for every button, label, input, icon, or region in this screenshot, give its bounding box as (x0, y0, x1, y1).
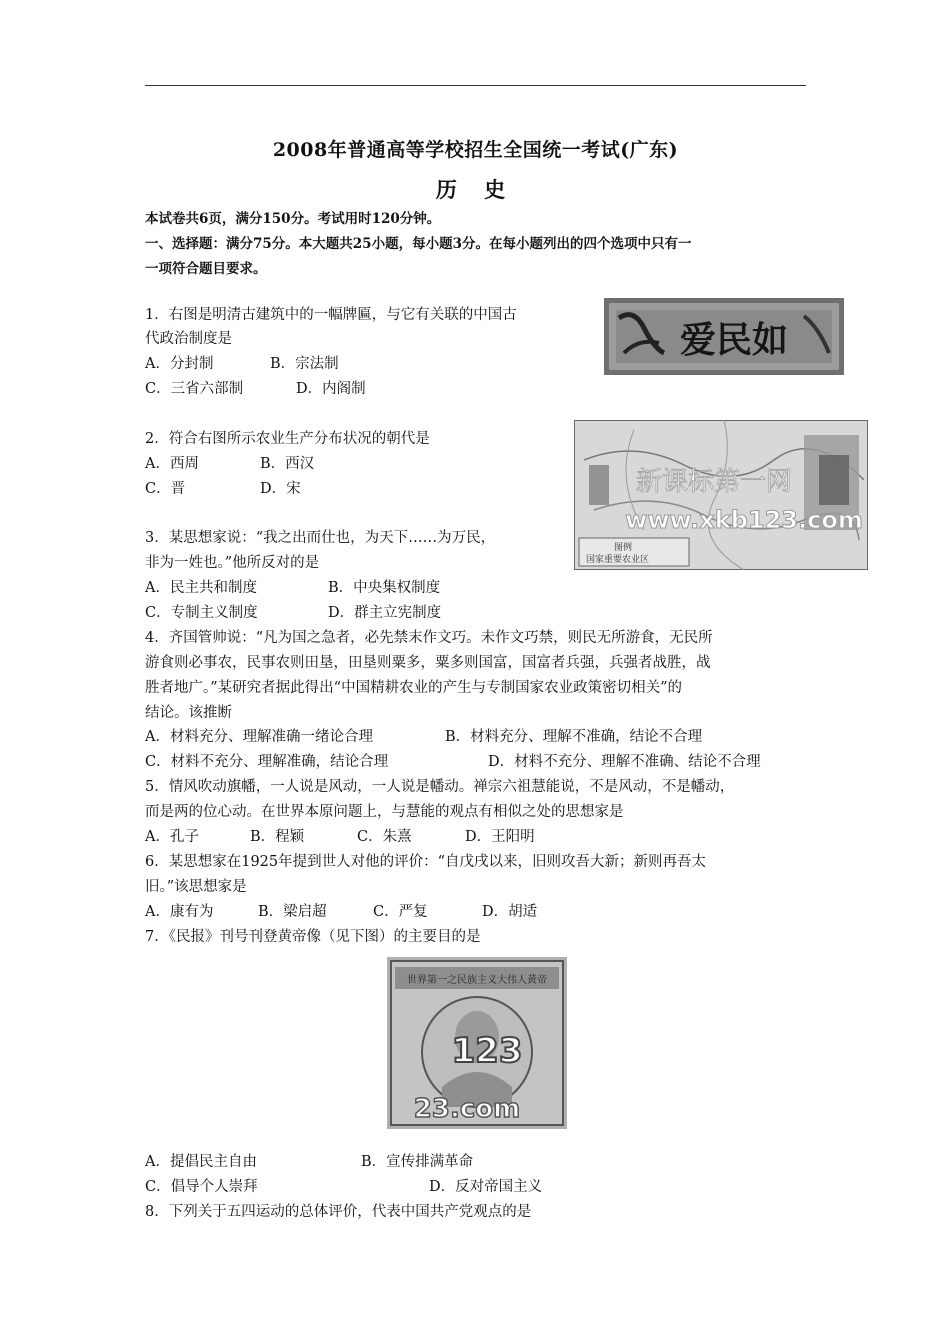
q2-option-b: B．西汉 (260, 456, 315, 472)
exam-title: 2008年普通高等学校招生全国统一考试(广东) (272, 139, 679, 161)
q3-option-a: A．民主共和制度 (145, 580, 257, 596)
q3-option-d: D．群主立宪制度 (328, 605, 442, 621)
q2-option-c: C．晋 (145, 481, 186, 497)
q5-stem-1: 5．情风吹动旗幡，一人说是风动，一人说是幡动。禅宗六祖慧能说，不是风动，不是幡动， (145, 779, 735, 795)
q1-option-d: D．内阁制 (296, 381, 366, 397)
q6-option-c: C．严复 (373, 904, 428, 920)
portrait-caption: 世界第一之民族主义大伟人黄帝 (407, 975, 547, 986)
q4-stem-1: 4．齐国管帅说：“凡为国之急者，必先禁末作文巧。未作文巧禁，则民无所游食，无民所 (145, 630, 713, 646)
q1-option-b: B．宗法制 (270, 356, 339, 372)
intro-line-1: 本试卷共6页，满分150分。考试用时120分钟。 (145, 211, 441, 227)
map-watermark-text: 新课标第一网 (635, 467, 793, 497)
agriculture-map-image (574, 420, 868, 570)
q5-option-b: B．程颖 (250, 829, 305, 845)
subject-title: 历 史 (435, 177, 516, 202)
q6-option-a: A．康有为 (145, 904, 214, 920)
q6-stem-2: 旧。”该思想家是 (145, 879, 247, 895)
q4-option-b: B．材料充分、理解不准确，结论不合理 (445, 729, 703, 745)
q5-option-a: A．孔子 (145, 829, 199, 845)
q1-option-a: A．分封制 (145, 356, 214, 372)
plaque-image (604, 298, 844, 375)
map-watermark-url: www.xkb123.com (625, 506, 863, 534)
q2-option-d: D．宋 (260, 481, 301, 497)
map-svg (574, 420, 868, 570)
q5-stem-2: 而是两的位心动。在世界本原问题上，与慧能的观点有相似之处的思想家是 (145, 804, 624, 820)
map-legend-title: 图例 (614, 543, 633, 553)
q4-stem-3: 胜者地广。”某研究者据此得出“中国精耕农业的产生与专制国家农业政策密切相关”的 (145, 680, 682, 696)
intro-line-3: 一项符合题目要求。 (145, 261, 267, 277)
q7-option-d: D．反对帝国主义 (429, 1179, 543, 1195)
huangdi-portrait-image (387, 957, 567, 1129)
q4-option-d: D．材料不充分、理解不准确、结论不合理 (488, 754, 761, 770)
q2-stem-1: 2．符合右图所示农业生产分布状况的朝代是 (145, 431, 430, 447)
q3-stem-2: 非为一姓也。”他所反对的是 (145, 555, 320, 571)
top-rule (145, 85, 806, 86)
q8-stem-1: 8．下列关于五四运动的总体评价，代表中国共产党观点的是 (145, 1204, 532, 1220)
plaque-text: 爱民如 (679, 319, 789, 361)
plaque-svg (604, 298, 844, 375)
q4-stem-2: 游食则必事农，民事农则田垦，田垦则粟多，粟多则国富，国富者兵强，兵强者战胜，战 (145, 655, 711, 671)
q6-stem-1: 6．某思想家在1925年提到世人对他的评价：“自戊戌以来，旧则攻吾大新；新则再吾太 (145, 854, 707, 870)
q5-option-d: D．王阳明 (465, 829, 535, 845)
q1-stem-2: 代政治制度是 (145, 331, 232, 347)
q4-option-c: C．材料不充分、理解准确，结论合理 (145, 754, 389, 770)
q1-stem-1: 1．右图是明清古建筑中的一幅牌匾，与它有关联的中国古 (145, 307, 517, 323)
q2-option-a: A．西周 (145, 456, 199, 472)
q6-option-d: D．胡适 (482, 904, 538, 920)
map-legend-item: 国家重要农业区 (586, 555, 650, 565)
q4-option-a: A．材料充分、理解准确一绪论合理 (145, 729, 373, 745)
q7-option-b: B．宣传排满革命 (361, 1154, 474, 1170)
portrait-svg (387, 957, 567, 1129)
q7-option-c: C．倡导个人崇拜 (145, 1179, 258, 1195)
q4-stem-4: 结论。该推断 (145, 705, 232, 721)
q3-option-c: C．专制主义制度 (145, 605, 258, 621)
q7-option-a: A．提倡民主自由 (145, 1154, 257, 1170)
intro-line-2: 一、选择题：满分75分。本大题共25小题，每小题3分。在每小题列出的四个选项中只有一 (145, 236, 692, 252)
q3-option-b: B．中央集权制度 (328, 580, 441, 596)
q3-stem-1: 3．某思想家说：“我之出而仕也，为天下……为万民， (145, 530, 496, 546)
q7-stem-1: 7．《民报》刊号刊登黄帝像（见下图）的主要目的是 (145, 929, 481, 945)
q1-option-c: C．三省六部制 (145, 381, 244, 397)
portrait-watermark-url: 23.com (413, 1094, 521, 1124)
portrait-watermark-number: 123 (451, 1031, 523, 1071)
q6-option-b: B．梁启超 (258, 904, 327, 920)
q5-option-c: C．朱熹 (357, 829, 412, 845)
